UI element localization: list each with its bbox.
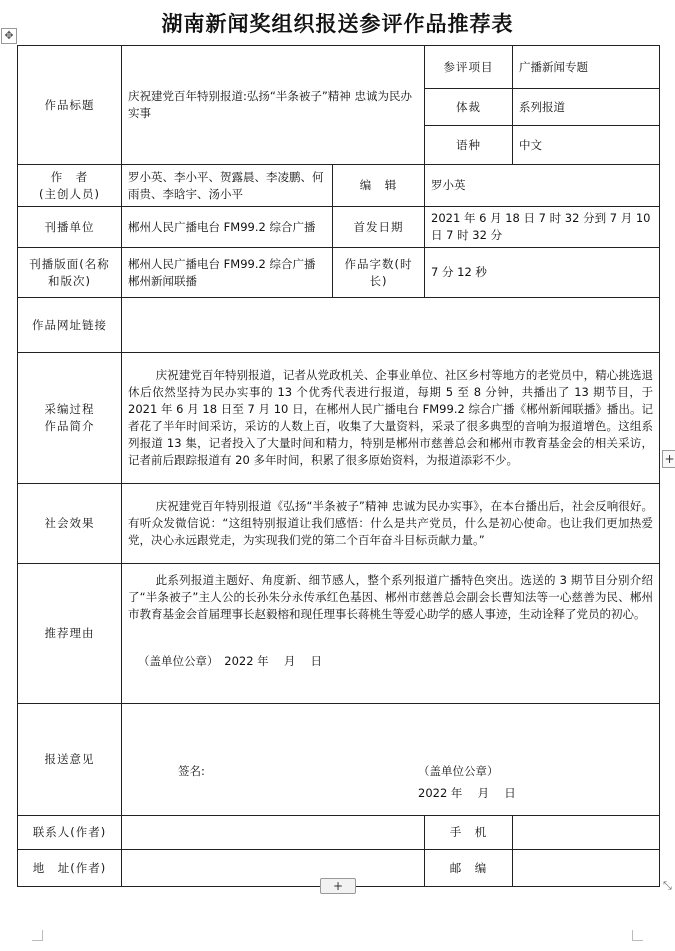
process-label-line1: 采编过程 <box>44 402 95 416</box>
edition-label: 刊播版面(名称和版次) <box>18 248 122 298</box>
publish-date-label: 首发日期 <box>333 207 425 248</box>
address-value[interactable] <box>122 850 425 887</box>
opinion-label: 报送意见 <box>18 704 122 816</box>
opinion-cell[interactable] <box>122 704 660 816</box>
author-label-line1: 作 者 <box>50 169 89 184</box>
contact-label: 联系人(作者) <box>18 816 122 850</box>
reason-value: 此系列报道主题好、角度新、细节感人，整个系列报道广播特色突出。选送的 3 期节目分别介绍了“半条被子”主人公的长孙朱分永传承红色基因、郴州市慈善总会副会长曹知法等一心慈善为民、郴州市教育基金会首届理事长赵毅榕和现任理事长蒋桃生等爱心助学的感人事迹，生动诠释了党员的初心。 <box>128 573 654 621</box>
edition-value[interactable]: 郴州人民广播电台 FM99.2 综合广播郴州新闻联播 <box>122 248 333 298</box>
author-label-line2: (主创人员) <box>39 186 100 201</box>
language-label: 语种 <box>425 126 513 165</box>
author-label <box>18 165 122 207</box>
page-title: 湖南新闻奖组织报送参评作品推荐表 <box>161 12 514 36</box>
opinion-date: 2022 年 月 日 <box>418 786 516 800</box>
effect-label: 社会效果 <box>18 484 122 564</box>
phone-label: 手 机 <box>425 816 513 850</box>
reason-label: 推荐理由 <box>18 564 122 704</box>
reason-seal: （盖单位公章） 2022 年 月 日 <box>138 654 322 668</box>
author-value[interactable]: 罗小英、李小平、贺露晨、李凌鹏、何雨贵、李晗宇、汤小平 <box>122 165 333 207</box>
process-label-line2: 作品简介 <box>44 419 95 433</box>
contact-value[interactable] <box>122 816 425 850</box>
table-resize-handle-icon[interactable]: ⤡ <box>663 879 672 892</box>
page-corner-mark-right <box>632 930 643 941</box>
postcode-label: 邮 编 <box>425 850 513 887</box>
length-value[interactable]: 7 分 12 秒 <box>425 248 660 298</box>
category-value[interactable]: 广播新闻专题 <box>513 46 660 89</box>
postcode-value[interactable] <box>513 850 660 887</box>
editor-label: 编 辑 <box>333 165 425 207</box>
effect-value[interactable]: 庆祝建党百年特别报道《弘扬“半条被子”精神 忠诚为民办实事》，在本台播出后，社会反响很好。有听众发微信说：“这组特别报道让我们感悟：什么是共产党员，什么是初心使命。也让我们更加热爱党，决心永远跟党走，为实现我们党的第二个百年奋斗目标贡献力量。” <box>122 484 660 564</box>
add-row-button[interactable]: + <box>320 878 356 894</box>
publisher-value[interactable]: 郴州人民广播电台 FM99.2 综合广播 <box>122 207 333 248</box>
publish-date-value[interactable]: 2021 年 6 月 18 日 7 时 32 分到 7 月 10 日 7 时 32 分 <box>425 207 660 248</box>
add-column-button[interactable]: + <box>662 450 675 468</box>
genre-label: 体裁 <box>425 89 513 126</box>
url-label: 作品网址链接 <box>18 298 122 353</box>
publisher-label: 刊播单位 <box>18 207 122 248</box>
opinion-seal: （盖单位公章） <box>418 764 499 778</box>
opinion-signature: 签名: <box>178 764 205 778</box>
recommendation-form-table <box>17 45 660 887</box>
category-label: 参评项目 <box>425 46 513 89</box>
address-label: 地 址(作者) <box>18 850 122 887</box>
page-corner-mark-left <box>32 930 43 941</box>
process-value[interactable]: 庆祝建党百年特别报道，记者从党政机关、企事业单位、社区乡村等地方的老党员中，精心挑选退休后依然坚持为民办实事的 13 个优秀代表进行报道，每期 5 至 8 分钟，共播出了 13 期节目，于 2021 年 6 月 18 日至 7 月 10 日，在郴州人民广播电台 FM99.2 综合广播《郴州新闻联播》播出。记者花了半年时间采访，采访的人数上百，收集了大量资料，采录了很多典型的音响为报道增色。这组系列报道 13 集，记者投入了大量时间和精力，特别是郴州市慈善总会和郴州市教育基金会的相关采访，记者前后跟踪报道有 20 多年时间，积累了很多原始资料，为报道添彩不少。 <box>122 353 660 484</box>
editor-value[interactable]: 罗小英 <box>425 165 660 207</box>
work-title-label: 作品标题 <box>18 46 122 165</box>
genre-value[interactable]: 系列报道 <box>513 89 660 126</box>
language-value[interactable]: 中文 <box>513 126 660 165</box>
length-label: 作品字数(时长) <box>333 248 425 298</box>
url-value[interactable] <box>122 298 660 353</box>
work-title-value[interactable]: 庆祝建党百年特别报道:弘扬“半条被子”精神 忠诚为民办实事 <box>122 46 425 165</box>
reason-cell[interactable] <box>122 564 660 704</box>
phone-value[interactable] <box>513 816 660 850</box>
process-label <box>18 353 122 484</box>
table-move-handle-icon[interactable]: ✥ <box>1 28 17 44</box>
